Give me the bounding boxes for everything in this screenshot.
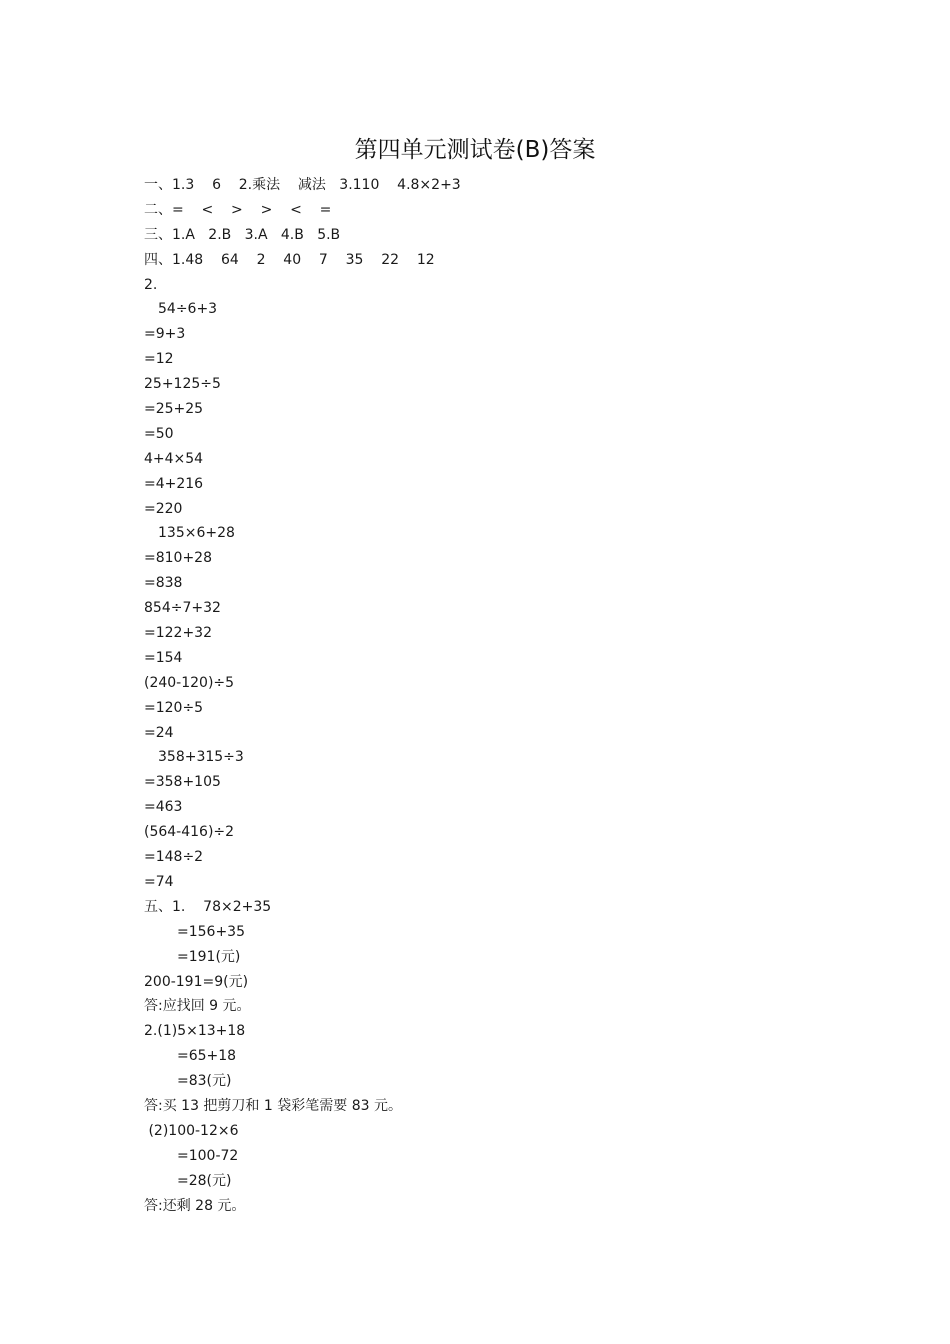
- calculation-line: =838: [144, 575, 183, 592]
- calculation-line: =74: [144, 873, 174, 890]
- calculation-line: =9+3: [144, 326, 186, 343]
- question-number: 2.(1)5×13+18: [144, 1023, 246, 1040]
- calculation-line: =120÷5: [144, 699, 204, 716]
- answer-section-1: 一、1.3 6 2.乘法 减法 3.110 4.8×2+3: [144, 177, 461, 193]
- answer-statement: 答:买 13 把剪刀和 1 袋彩笔需要 83 元。: [144, 1097, 402, 1114]
- calculation-line: =12: [144, 351, 174, 368]
- calculation-line: =154: [144, 649, 183, 666]
- calculation-line: =24: [144, 724, 174, 741]
- calculation-line: 4+4×54: [144, 450, 204, 467]
- calculation-line: 200-191=9(元): [144, 973, 249, 990]
- calculation-line: =122+32: [144, 625, 212, 642]
- calculation-line: =191(元): [177, 948, 241, 965]
- calculation-line: =65+18: [177, 1048, 237, 1065]
- calculation-line: 358+315÷3: [158, 749, 244, 766]
- answer-section-2: 二、= < > > < =: [144, 201, 332, 218]
- answer-statement: 答:应找回 9 元。: [144, 998, 251, 1015]
- answer-content: [144, 173, 844, 1218]
- answer-section-3: 三、1.A 2.B 3.A 4.B 5.B: [144, 226, 341, 243]
- calculation-line: =148÷2: [144, 849, 204, 866]
- answer-section-5: 五、1. 78×2+35: [144, 898, 272, 915]
- question-number: (2)100-12×6: [144, 1122, 239, 1139]
- calculation-line: =810+28: [144, 550, 212, 567]
- calculation-line: 854÷7+32: [144, 600, 221, 617]
- answer-statement: 答:还剩 28 元。: [144, 1197, 246, 1214]
- calculation-line: =50: [144, 425, 174, 442]
- calculation-line: 54÷6+3: [158, 301, 218, 318]
- document-title: 第四单元测试卷(B)答案: [354, 137, 596, 163]
- calculation-line: 25+125÷5: [144, 376, 221, 393]
- calculation-line: =358+105: [144, 774, 221, 791]
- calculation-line: =83(元): [177, 1073, 232, 1090]
- calculation-line: =28(元): [177, 1172, 232, 1189]
- question-number: 2.: [144, 276, 158, 293]
- calculation-line: (240-120)÷5: [144, 674, 235, 691]
- calculation-line: =463: [144, 799, 183, 816]
- calculation-line: =100-72: [177, 1147, 239, 1164]
- calculation-line: =25+25: [144, 401, 204, 418]
- calculation-line: =220: [144, 500, 183, 517]
- calculation-line: =156+35: [177, 923, 245, 940]
- answer-section-4: 四、1.48 64 2 40 7 35 22 12: [144, 251, 435, 268]
- calculation-line: (564-416)÷2: [144, 824, 235, 841]
- calculation-line: 135×6+28: [158, 525, 235, 542]
- calculation-line: =4+216: [144, 475, 204, 492]
